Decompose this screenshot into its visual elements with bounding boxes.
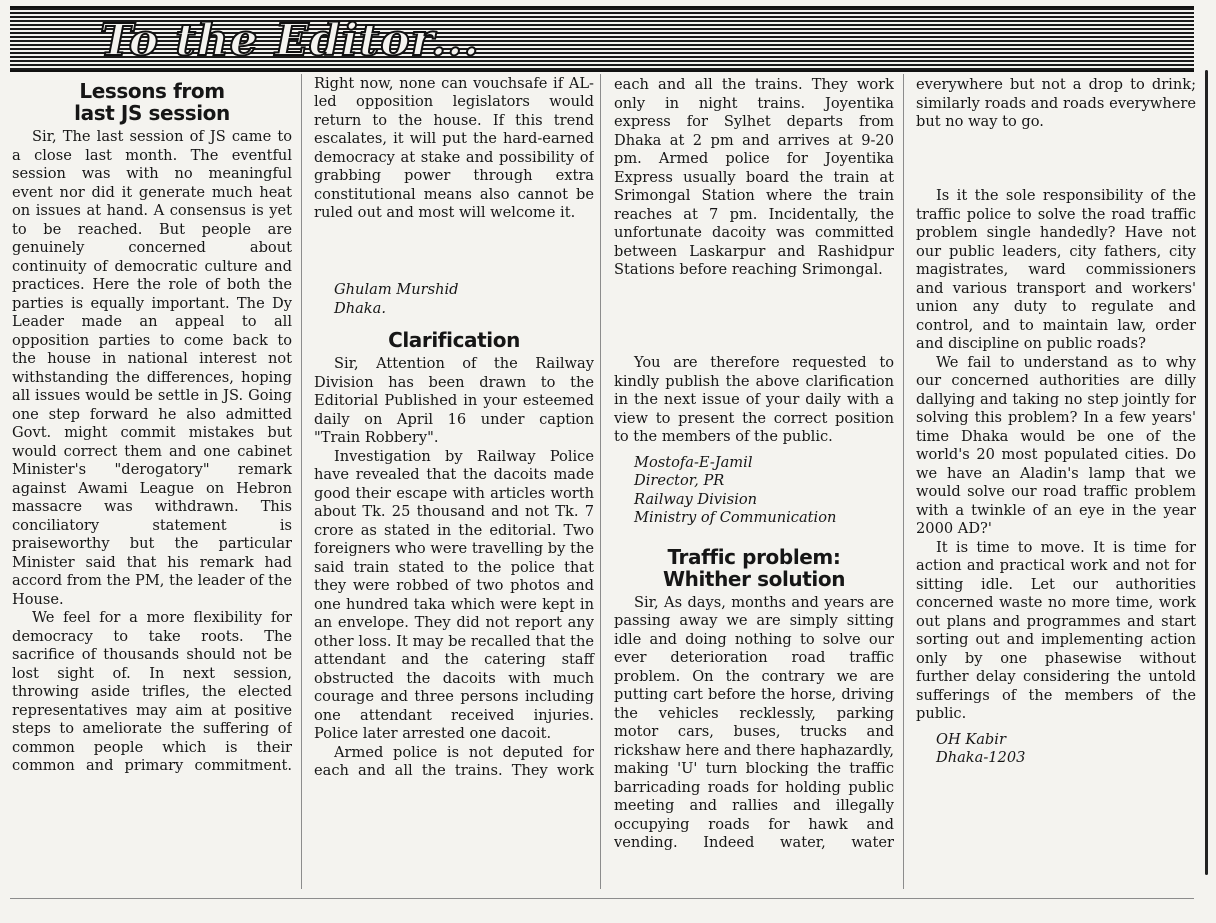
column-2 (314, 76, 594, 781)
signature-name: Ghulam Murshid (334, 281, 459, 298)
letter-heading: Clarification (388, 328, 520, 352)
section-title: To the Editor... (100, 15, 480, 66)
section-masthead (10, 6, 1194, 72)
signature-place: Dhaka-1203 (936, 749, 1026, 766)
letter-2-paragraph-3-start: Armed police is not deputed for each and all the trains. They work (314, 743, 594, 779)
letter-2-paragraph-1: Sir, Attention of the Railway Division has been drawn to the Editorial Published in your esteemed daily on April 16 under caption "Train Robbery". (314, 355, 594, 446)
letter-3-continuation (916, 76, 1196, 187)
column-1 (12, 76, 292, 777)
signature-name: OH Kabir (936, 730, 1006, 748)
letter-3-paragraph-2: Is it the sole responsibility of the traffic police to solve the road traffic problem single handedly? Have not our public leaders, city fathers, city magistrates, ward commissioners and various transport and workers' union any duty to regulate and control, and to maintain law, order and discipline on public roads? (916, 187, 1196, 352)
bottom-rule (10, 898, 1194, 899)
column-divider (903, 74, 904, 889)
letter-2-paragraph-2: Investigation by Railway Police have revealed that the dacoits made good their escape with articles worth about Tk. 25 thousand and not Tk. 7 crore as stated in the editorial. Two foreigners who were travelling by the said train stated to the police that they were robbed of two photos and one hundred taka which were kept in an envelope. They did not report any other loss. It may be recalled that the attendant and the catering staff obstructed the dacoits with much courage and three persons including one attendant received injuries. Police later arrested one dacoit. (314, 447, 594, 742)
letter-2-continuation (614, 76, 894, 354)
letter-2-paragraph-3-continued: each and all the trains. They work only in night trains. Joyentika express for Sylhet departs from Dhaka at 2 pm and arrives at 9-20 pm. Armed police for Joyentika Express usually board the train at Srimongal Station where the train reaches at 7 pm. Incidentally, the unfortunate dacoity was committed between Laskarpur and Rashidpur Stations before reaching Srimongal. (614, 76, 894, 278)
column-3 (614, 76, 894, 853)
letter-3-paragraph-1-start: Sir, As days, months and years are passing away we are simply sitting idle and doing nothing to solve our ever deterioration road traffic problem. On the contrary we are putting cart before the horse, driving the vehicles recklessly, parking motor cars, buses, trucks and rickshaw here and there haphazardly, making 'U' turn blocking the traffic barricading roads for holding public meeting and rallies and illegally occupying roads for hawk and vending. Indeed water, water (614, 593, 894, 851)
letter-1-continuation (314, 76, 594, 274)
letter-3-paragraph-3: We fail to understand as to why our concerned authorities are dilly dallying and taking no step jointly for solving this problem? In a few years' time Dhaka would be one of the world's 20 most populated cities. Do we have an Aladin's lamp that we would solve our road traffic problem with a twinkle of an eye in the year 2000 AD?' (916, 353, 1196, 537)
signature-place: Dhaka. (334, 299, 386, 317)
column-4 (916, 76, 1196, 768)
letter-1-paragraph-2-continued: Right now, none can vouchsafe if AL-led opposition legislators would return to the house. If this trend escalates, it will put the hard-earned democracy at stake and possibility of grabbing power through extra constitutional means also cannot be ruled out and most will welcome it. (314, 76, 594, 221)
letter-1-paragraph-2: We feel for a more flexibility for democracy to take roots. The sacrifice of thousands should not be lost sight of. In next session, throwing aside trifles, the elected representatives may aim at positive steps to ameliorate the suffering of common people which is their common and primary commitment. (12, 609, 292, 774)
signature-ministry: Ministry of Communication (634, 509, 837, 526)
letter-2-paragraph-4: You are therefore requested to kindly publish the above clarification in the next issue of your daily with a view to present the correct position to the members of the public. (614, 354, 894, 445)
letter-3-paragraph-4: It is time to move. It is time for action and practical work and not for sitting idle. Let our authorities concerned waste no more time, work out plans and programmes and start sorting out and implementing action only by one phasewise without further delay considering the untold sufferings of the members of the public. (916, 538, 1196, 722)
signature-division: Railway Division (634, 490, 758, 508)
signature-title: Director, PR (634, 472, 725, 489)
column-divider (301, 74, 302, 889)
column-divider (600, 74, 601, 889)
letter-heading: Traffic problem: Whither solution (662, 544, 846, 591)
page-edge (1205, 70, 1208, 875)
letter-heading: Lessons from last JS session (74, 79, 230, 125)
letter-1-paragraph-1: Sir, The last session of JS came to a close last month. The eventful session was with no meaningful event nor did it generate much heat on issues at hand. A consensus is yet to be reached. But people are genuinely concerned about continuity of democratic culture and practices. Here the role of both the parties is equally important. The Dy Leader made an appeal to all opposition parties to come back to the house in national interest not withstanding the differences, hoping all issues would be settle in JS. Going one step forward he also admitted Govt. might commit mistakes but would correct them and one cabinet Minister's "derogatory" remark against Awami League on Hebron massacre was withdrawn. This conciliatory statement is praiseworthy but the particular Minister said that his remark had accord from the PM, the leader of the House. (12, 128, 292, 608)
letter-3-paragraph-1-continued: everywhere but not a drop to drink; similarly roads and roads everywhere but no way to go. (916, 76, 1196, 130)
signature-name: Mostofa-E-Jamil (634, 453, 753, 471)
